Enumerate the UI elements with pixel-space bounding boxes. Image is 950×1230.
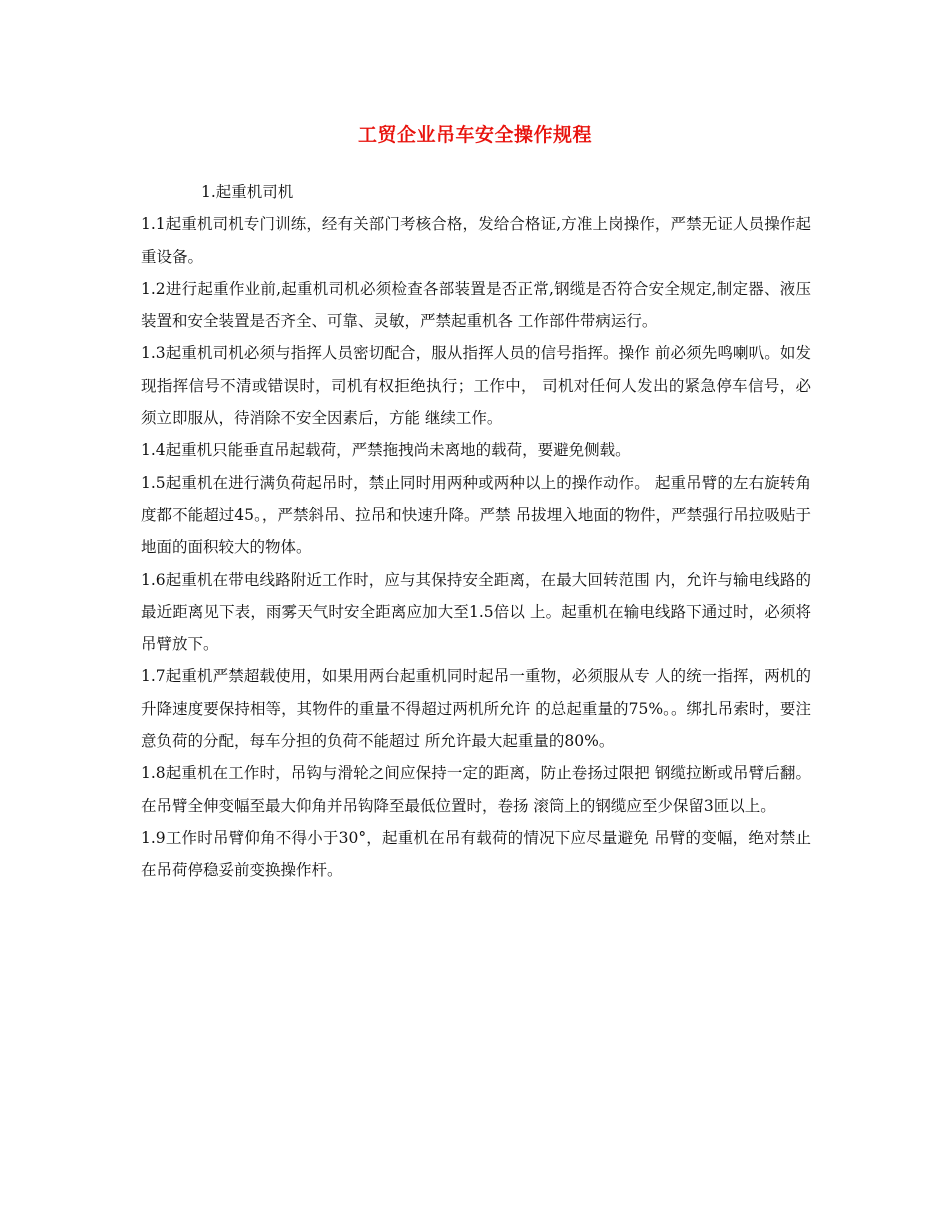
- clause-1-3: 1.3起重机司机必须与指挥人员密切配合，服从指挥人员的信号指挥。操作 前必须先鸣喇叭。如发现指挥信号不清或错误时，司机有权拒绝执行；工作中， 司机对任何人发出的紧急停车信号，必须立即服从，待消除不安全因素后，方能 继续工作。: [141, 344, 811, 428]
- clause-1-7: 1.7起重机严禁超载使用，如果用两台起重机同时起吊一重物，必须服从专 人的统一指挥，两机的升降速度要保持相等，其物件的重量不得超过两机所允许 的总起重量的75%。。绑扎吊索时，要注意负荷的分配，每车分担的负荷不能超过 所允许最大起重量的80%。: [141, 667, 811, 751]
- clause-1-8: 1.8起重机在工作时，吊钩与滑轮之间应保持一定的距离，防止卷扬过限把 钢缆拉断或吊臂后翻。在吊臂全伸变幅至最大仰角并吊钩降至最低位置时，卷扬 滚筒上的钢缆应至少保留3匝以上。: [141, 764, 811, 815]
- clause-1-1: 1.1起重机司机专门训练，经有关部门考核合格，发给合格证,方准上岗操作，严禁无证人员操作起重设备。: [141, 215, 811, 266]
- clause-1-2: 1.2进行起重作业前,起重机司机必须检查各部装置是否正常,钢缆是否符合安全规定,制定器、液压装置和安全装置是否齐全、可靠、灵敏，严禁起重机各 工作部件带病运行。: [141, 279, 811, 331]
- document-body: [141, 176, 811, 887]
- section-heading: 1.起重机司机: [201, 183, 294, 201]
- clause-1-9: 1.9工作时吊臂仰角不得小于30°，起重机在吊有载荷的情况下应尽量避免 吊臂的变幅，绝对禁止在吊荷停稳妥前变换操作杆。: [141, 828, 811, 880]
- clause-1-4: 1.4起重机只能垂直吊起载荷，严禁拖拽尚未离地的载荷，要避免侧载。: [141, 441, 631, 460]
- clause-1-5: 1.5起重机在进行满负荷起吊时，禁止同时用两种或两种以上的操作动作。 起重吊臂的左右旋转角度都不能超过45。，严禁斜吊、拉吊和快速升降。严禁 吊拔埋入地面的物件，严禁强行吊拉吸贴于地面的面积较大的物体。: [141, 473, 811, 557]
- clause-1-6: 1.6起重机在带电线路附近工作时，应与其保持安全距离，在最大回转范围 内，允许与输电线路的最近距离见下表，雨雾天气时安全距离应加大至1.5倍以 上。起重机在输电线路下通过时，必须将吊臂放下。: [141, 570, 811, 654]
- document-title: 工贸企业吊车安全操作规程: [357, 124, 592, 146]
